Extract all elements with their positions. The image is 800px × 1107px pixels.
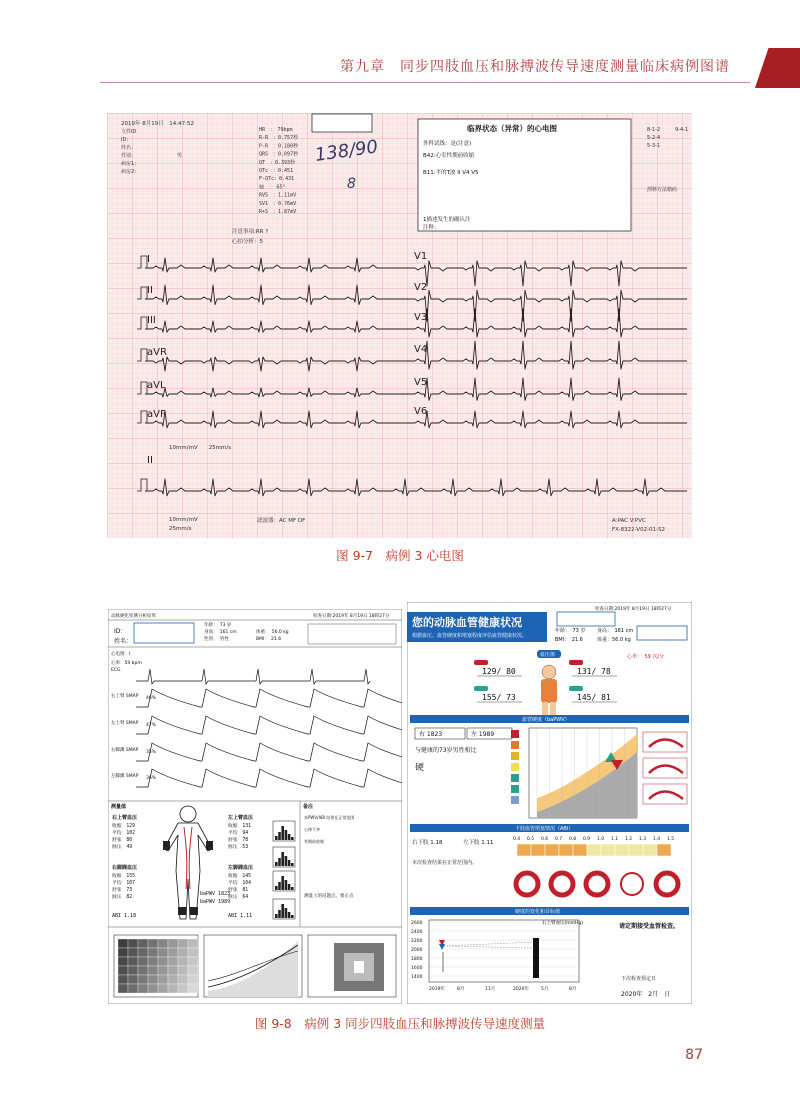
ecg-settings-mid: 10mm/mV 25mm/s: [169, 445, 232, 451]
vh-trend-ytick: 1400: [411, 975, 423, 980]
pwv-pct-label: 36%: [146, 776, 157, 781]
pwv-left-ankle-value: 脉压 64: [228, 895, 249, 900]
pwv-sex: 性别： 男性: [204, 637, 229, 642]
vh-bp-reading: 155/ 73: [482, 693, 516, 702]
vh-abi-tick: 0.4: [513, 837, 521, 842]
pwv-footer-note: 测量上的问题点，要正点: [304, 894, 354, 899]
vh-bp-reading: 129/ 80: [482, 667, 516, 676]
page-number: 87: [685, 1047, 703, 1063]
ecg-diagnosis-footer-1: 1描述发生的确认注: [423, 217, 471, 223]
pwv-left-brachial-title: 左上臂血压: [228, 815, 254, 821]
pwv-wave-label: 左脚踝 SMAP: [111, 774, 139, 779]
vh-trend-xtick: 8月: [457, 987, 465, 992]
vh-abi-cell: [517, 844, 531, 856]
ecg-measurement: 轴 ： 65°: [259, 184, 286, 191]
pwv-id-label: ID：: [114, 628, 127, 635]
ecg-rhythm-lead-label: II: [147, 455, 153, 466]
vh-weight: 体重：56.0 kg: [597, 637, 631, 643]
ecg-footer-right-2: FX-8322-V02-01-S2: [612, 527, 666, 533]
vh-abi-tick: 1.0: [597, 837, 605, 842]
ecg-patient-field: 男: [177, 153, 183, 159]
vh-vessel-icon: [621, 873, 643, 895]
ecg-patient-field: 病房1：: [121, 161, 140, 167]
ecg-measurement: F-QTc：0.431: [259, 176, 295, 183]
pwv-right-abi: ABI 1.18: [112, 913, 137, 919]
ecg-diagnosis-1: 外科试线：是(注意): [423, 141, 472, 147]
ecg-handwritten-mark: 8: [347, 176, 356, 192]
vh-date: 检查日期:2019年 8月19日 18時27分: [595, 607, 672, 612]
vh-hr: 心率： 59 次/分: [627, 654, 665, 660]
pwv-bmi: BMI： 21.6: [256, 637, 282, 642]
vh-trend-xtick: 2019年: [429, 987, 445, 992]
vh-vessel-icon: [656, 873, 678, 895]
ecg-patient-field: 文件ID: [121, 129, 137, 135]
ecg-note-2: 心拍分析：5: [232, 239, 263, 245]
vh-abi-cell: [573, 844, 587, 856]
vh-abi-cell: [657, 844, 671, 856]
vascular-health-sheet: [407, 602, 692, 1004]
vh-abi-cell: [615, 844, 629, 856]
pwv-right-brachial-value: 平均 102: [112, 831, 136, 836]
vh-trend-xtick: 8月: [569, 987, 577, 992]
pwv-wave-label: 左上臂 SMAP: [111, 721, 139, 726]
pwv-report-date: 检查日期:2019年 8月19日 18時27分: [313, 614, 390, 619]
vh-abi-tick: 0.9: [583, 837, 591, 842]
vh-redaction-box-1: [557, 612, 615, 626]
vh-stiffness-header: 血管硬度（baPWV）: [522, 717, 570, 723]
figure-8-caption: 图 9-8 病例 3 同步四肢血压和脉搏波传导速度测量: [254, 1016, 546, 1031]
ecg-lead-label: I: [147, 254, 150, 265]
vh-advice: 请定期接受血管检查。: [619, 923, 680, 930]
vh-abi-tick: 0.8: [569, 837, 577, 842]
pwv-left-brachial-value: 脉压 53: [228, 845, 249, 850]
vh-trend-ytick: 1600: [411, 966, 423, 971]
vh-abi-tick: 1.1: [611, 837, 619, 842]
vh-bp-reading: 131/ 78: [577, 667, 611, 676]
vh-trend-chart: [411, 919, 583, 992]
pwv-analysis-report: [108, 609, 402, 1004]
pwv-left-brachial-value: 收缩 131: [228, 824, 252, 829]
pwv-pct-label: 46%: [146, 696, 157, 701]
ecg-code: 9-4-1: [675, 127, 689, 133]
ecg-measurement: R-R ：0.757秒: [259, 135, 299, 142]
vh-vessel-icon: [551, 873, 573, 895]
vh-trend-ytick: 2600: [411, 921, 423, 926]
pwv-remark-3: 有期前收缩: [304, 839, 324, 844]
pwv-ecg-label: 心电图：I: [111, 652, 131, 657]
pwv-left-ankle-value: 舒张 81: [228, 888, 249, 893]
vh-trend-ytick: 2400: [411, 930, 423, 935]
ecg-measurement: QT ：0.393秒: [259, 159, 296, 166]
chapter-corner-tab: [755, 48, 800, 88]
ecg-diagnosis-3: B11:平的T波 II V4 V5: [423, 170, 479, 176]
vh-bmi: BMI： 21.6: [555, 637, 583, 643]
ecg-measurement: QTc ：0.451: [259, 168, 294, 174]
ecg-chart: [107, 113, 692, 538]
vh-trend-header: 硬度的变化和目标值: [515, 909, 561, 915]
vh-abi-left: 左下肢 1.11: [463, 840, 494, 846]
vh-trend-ytick: 2200: [411, 939, 423, 944]
pwv-report-title: 动脉硬化检测分析结果: [111, 614, 156, 619]
vh-abi-tick: 0.6: [541, 837, 549, 842]
pwv-bottom-charts: [114, 935, 396, 997]
vh-next-exam-date: 2020年 2月 日: [621, 991, 671, 998]
ecg-settings-bottom-1: 10mm/mV: [169, 517, 198, 523]
vh-trend-bp-label: 右上臂血压(mmHg): [542, 921, 584, 926]
vh-abi-note: 本次检查结果在正常范围内。: [412, 860, 478, 866]
pwv-wave-label: 右脚踝 SMAP: [111, 748, 139, 753]
pwv-left-ankle-title: 左脚踝血压: [228, 865, 254, 871]
pwv-pct-label: 35%: [146, 750, 157, 755]
pwv-right-brachial-value: 脉压 49: [112, 845, 133, 850]
pwv-weight: 体重： 56.0 kg: [256, 630, 289, 635]
chapter-header-title: 第九章 同步四肢血压和脉搏波传导速度测量临床病例图谱: [340, 59, 730, 75]
vh-abi-cell: [629, 844, 643, 856]
vh-abi-cell: [643, 844, 657, 856]
vh-abi-header: 下肢血管堵塞情况（ABI）: [515, 826, 574, 832]
vh-vessel-icon: [516, 873, 538, 895]
pwv-right-brachial-title: 右上臂血压: [112, 815, 138, 821]
vh-stiffness-left: 左 1989: [471, 731, 495, 738]
ecg-settings-bottom-2: 25mm/s: [169, 526, 192, 532]
vh-compare-text: 与健康的73岁男性相比: [415, 747, 477, 754]
vh-age: 年龄： 73 岁: [555, 628, 586, 634]
ecg-diagnosis-2: B42:心室性期前收缩: [423, 153, 475, 159]
vh-abi-cell: [559, 844, 573, 856]
ecg-codes-label: 漂移方法精码: [647, 187, 678, 193]
pwv-section-remarks: 备注: [303, 804, 314, 810]
ecg-patient-field: 病房2：: [121, 169, 140, 175]
vh-abi-cell: [601, 844, 615, 856]
pwv-right-ankle-title: 右脚踝血压: [112, 865, 138, 871]
ecg-measurement: P-R ：0.180秒: [259, 143, 299, 150]
ecg-measurements: [259, 127, 299, 215]
ecg-lead-label: aVR: [147, 347, 167, 358]
vh-trend-ytick: 2000: [411, 948, 423, 953]
ecg-lead-label: V6: [414, 406, 428, 417]
pwv-hr-label: 心率：59 bpm: [111, 661, 142, 666]
figure-7-caption: 图 9-7 病例 3 心电图: [336, 548, 464, 563]
pwv-right-bapwv: baPWV 1823: [200, 891, 231, 897]
ecg-code: 5-3-1: [647, 143, 661, 149]
vh-height: 身高： 161 cm: [597, 628, 634, 634]
pwv-redaction-box: [134, 623, 194, 643]
vascular-health-report: [407, 602, 692, 1004]
ecg-figure: [107, 113, 692, 538]
vh-trend-xtick: 2020年: [513, 987, 529, 992]
vh-redaction-box-2: [637, 626, 687, 640]
ecg-id-redaction-box: [312, 114, 372, 132]
vh-trend-ytick: 1800: [411, 957, 423, 962]
vh-abi-right: 右下肢 1.18: [412, 840, 443, 846]
pwv-left-abi: ABI 1.11: [228, 913, 253, 919]
ecg-measurement: QRS ：0.097秒: [259, 151, 299, 158]
vh-abi-cell: [587, 844, 601, 856]
ecg-datetime: 2019年 8月19日 14:47:52: [121, 121, 194, 127]
ecg-lead-label: V4: [414, 344, 428, 355]
pwv-right-ankle-value: 舒张 73: [112, 888, 133, 893]
pwv-right-ankle-value: 脉压 82: [112, 895, 133, 900]
pwv-height: 身高： 161 cm: [204, 630, 237, 635]
ecg-lead-label: aVL: [147, 380, 166, 391]
header-divider: [100, 82, 750, 83]
pwv-analysis-sheet: [108, 609, 402, 1004]
pwv-right-brachial-value: 收缩 129: [112, 824, 136, 829]
pwv-name-label: 姓名：: [114, 638, 133, 645]
vh-trend-xtick: 5月: [541, 987, 549, 992]
ecg-lead-label: V1: [414, 251, 428, 262]
ecg-diagnosis-footer-2: 注释：: [423, 225, 440, 231]
ecg-lead-label: V2: [414, 282, 428, 293]
ecg-handwritten-bp: 138/90: [313, 136, 380, 166]
ecg-measurement: HR ： 79bpm: [259, 127, 293, 133]
pwv-age: 年龄： 73 岁: [204, 623, 232, 628]
vh-trend-plot: [429, 920, 579, 982]
vh-bp-badge: 血压值: [540, 652, 556, 658]
ecg-code: 5-2-4: [647, 135, 661, 141]
vh-abi-tick: 1.4: [653, 837, 661, 842]
pwv-wave-label: 右上臂 SMAP: [111, 694, 139, 699]
vh-abi-tick: 1.5: [667, 837, 675, 842]
ecg-measurement: SV1 ：0.76mV: [259, 200, 297, 207]
ecg-measurement: RV5 ：1.11mV: [259, 192, 297, 199]
vh-vessel-icon: [586, 873, 608, 895]
pwv-right-ankle-value: 平均 107: [112, 881, 136, 886]
pwv-right-brachial-value: 舒张 80: [112, 838, 133, 843]
vh-abi-cell: [531, 844, 545, 856]
vh-abi-tick: 0.5: [527, 837, 535, 842]
vh-abi-tick: 0.7: [555, 837, 563, 842]
vh-abi-tick: 1.3: [639, 837, 647, 842]
pwv-left-ankle-value: 平均 104: [228, 881, 252, 886]
pwv-right-ankle-value: 收缩 155: [112, 874, 136, 879]
vh-abi-tick: 1.2: [625, 837, 633, 842]
ecg-patient-field: ID：: [121, 137, 132, 143]
ecg-lead-label: V5: [414, 377, 428, 388]
ecg-lead-label: aVF: [147, 409, 166, 420]
ecg-patient-field: 性别：: [121, 153, 137, 159]
pwv-left-brachial-value: 舒张 78: [228, 838, 249, 843]
pwv-wave-label: ECG: [111, 668, 121, 673]
vh-title: 您的动脉血管健康状况: [412, 616, 522, 629]
pwv-left-ankle-value: 收缩 145: [228, 874, 252, 879]
ecg-footer-right-1: A:PAC V:PVC: [612, 518, 646, 524]
vh-stiffness-right: 右 1823: [419, 731, 443, 738]
ecg-lead-label: III: [147, 315, 156, 326]
ecg-code: 8-1-2: [647, 127, 661, 133]
ecg-measurement: R+S ：1.87mV: [259, 209, 297, 215]
vh-abi-cell: [545, 844, 559, 856]
pwv-left-bapwv: baPWV 1989: [200, 899, 231, 905]
pwv-left-brachial-value: 平均 94: [228, 831, 249, 836]
vh-subtitle: 根据血压、血管硬度和堵塞程度评估血管健康状况。: [412, 633, 528, 639]
vh-verdict: 硬: [415, 763, 425, 773]
pwv-pct-label: 47%: [146, 723, 157, 728]
vh-next-exam-label: 下次检查预定日: [621, 976, 657, 982]
pwv-section-measure: 测量值: [111, 804, 127, 810]
ecg-filter-label: 滤波器：AC MF DF: [257, 518, 306, 524]
ecg-patient-field: 姓名：: [121, 145, 137, 151]
ecg-report-title: 临界状态（异常）的心电图: [467, 124, 557, 133]
ecg-lead-label: V3: [414, 312, 428, 323]
pwv-remark-2: 心律不齐: [304, 827, 320, 832]
ecg-note-1: 注意事项:RR ?: [232, 229, 269, 235]
pwv-remark-1: 本PWV/ABI 结果在正常范围: [304, 815, 355, 820]
ecg-lead-label: II: [147, 285, 153, 296]
vh-trend-xtick: 11月: [485, 987, 496, 992]
vh-bp-reading: 145/ 81: [577, 693, 611, 702]
